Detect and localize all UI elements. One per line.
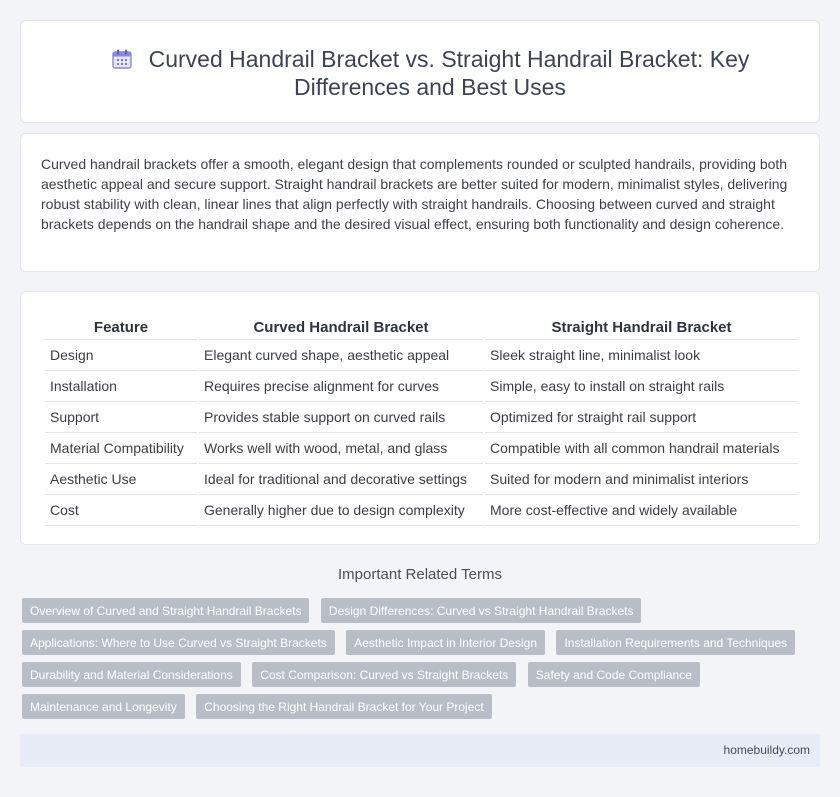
table-cell: Requires precise alignment for curves <box>199 371 483 402</box>
page-title-text: Curved Handrail Bracket vs. Straight Handrail Bracket: Key Differences and Best Uses <box>148 46 750 100</box>
table-cell: Works well with wood, metal, and glass <box>199 433 483 464</box>
related-term-link[interactable]: Safety and Code Compliance <box>528 662 700 687</box>
table-row <box>45 371 798 402</box>
related-term-link[interactable]: Maintenance and Longevity <box>22 694 185 719</box>
table-cell: Elegant curved shape, aesthetic appeal <box>199 340 483 371</box>
related-term-link[interactable]: Overview of Curved and Straight Handrail Brackets <box>22 598 309 623</box>
related-term-link[interactable]: Cost Comparison: Curved vs Straight Brackets <box>252 662 516 687</box>
table-cell: Compatible with all common handrail materials <box>485 433 798 464</box>
intro-card <box>20 133 820 272</box>
page-title <box>81 45 779 101</box>
related-term-link[interactable]: Applications: Where to Use Curved vs Straight Brackets <box>22 630 335 655</box>
table-header-row <box>45 315 798 340</box>
header-card <box>20 20 820 123</box>
table-cell: Support <box>45 402 197 433</box>
footer-site-link[interactable]: homebuildy.com <box>723 743 810 757</box>
column-header-curved: Curved Handrail Bracket <box>199 315 483 340</box>
table-row <box>45 495 798 526</box>
related-term-link[interactable]: Choosing the Right Handrail Bracket for Your Project <box>196 694 492 719</box>
intro-paragraph: Curved handrail brackets offer a smooth, elegant design that complements rounded or sculpted handrails, providing both aesthetic appeal and secure support. Straight handrail brackets are better suited for modern, minimalist styles, delivering robust stability with clean, linear lines that align perfectly with straight handrails. Choosing between curved and straight brackets depends on the handrail shape and the desired visual effect, ensuring both functionality and design coherence. <box>41 156 788 232</box>
table-cell: Design <box>45 340 197 371</box>
table-cell: Ideal for traditional and decorative settings <box>199 464 483 495</box>
table-cell: Material Compatibility <box>45 433 197 464</box>
table-cell: More cost-effective and widely available <box>485 495 798 526</box>
calendar-icon <box>111 48 133 70</box>
column-header-feature: Feature <box>45 315 197 340</box>
table-cell: Installation <box>45 371 197 402</box>
table-cell: Provides stable support on curved rails <box>199 402 483 433</box>
related-term-link[interactable]: Aesthetic Impact in Interior Design <box>346 630 545 655</box>
related-term-link[interactable]: Design Differences: Curved vs Straight Handrail Brackets <box>321 598 642 623</box>
title-wrap <box>81 45 779 101</box>
table-row <box>45 433 798 464</box>
related-term-link[interactable]: Durability and Material Considerations <box>22 662 241 687</box>
table-row <box>45 464 798 495</box>
table-cell: Optimized for straight rail support <box>485 402 798 433</box>
comparison-table-card <box>20 291 820 545</box>
related-terms-heading: Important Related Terms <box>338 566 502 583</box>
related-term-link[interactable]: Installation Requirements and Techniques <box>556 630 795 655</box>
table-cell: Generally higher due to design complexity <box>199 495 483 526</box>
table-cell: Sleek straight line, minimalist look <box>485 340 798 371</box>
column-header-straight: Straight Handrail Bracket <box>485 315 798 340</box>
table-row <box>45 402 798 433</box>
footer-bar <box>20 734 820 767</box>
table-cell: Cost <box>45 495 197 526</box>
related-terms-list <box>22 598 812 726</box>
table-cell: Suited for modern and minimalist interiors <box>485 464 798 495</box>
table-row <box>45 340 798 371</box>
comparison-table <box>43 315 800 526</box>
table-cell: Simple, easy to install on straight rails <box>485 371 798 402</box>
table-cell: Aesthetic Use <box>45 464 197 495</box>
